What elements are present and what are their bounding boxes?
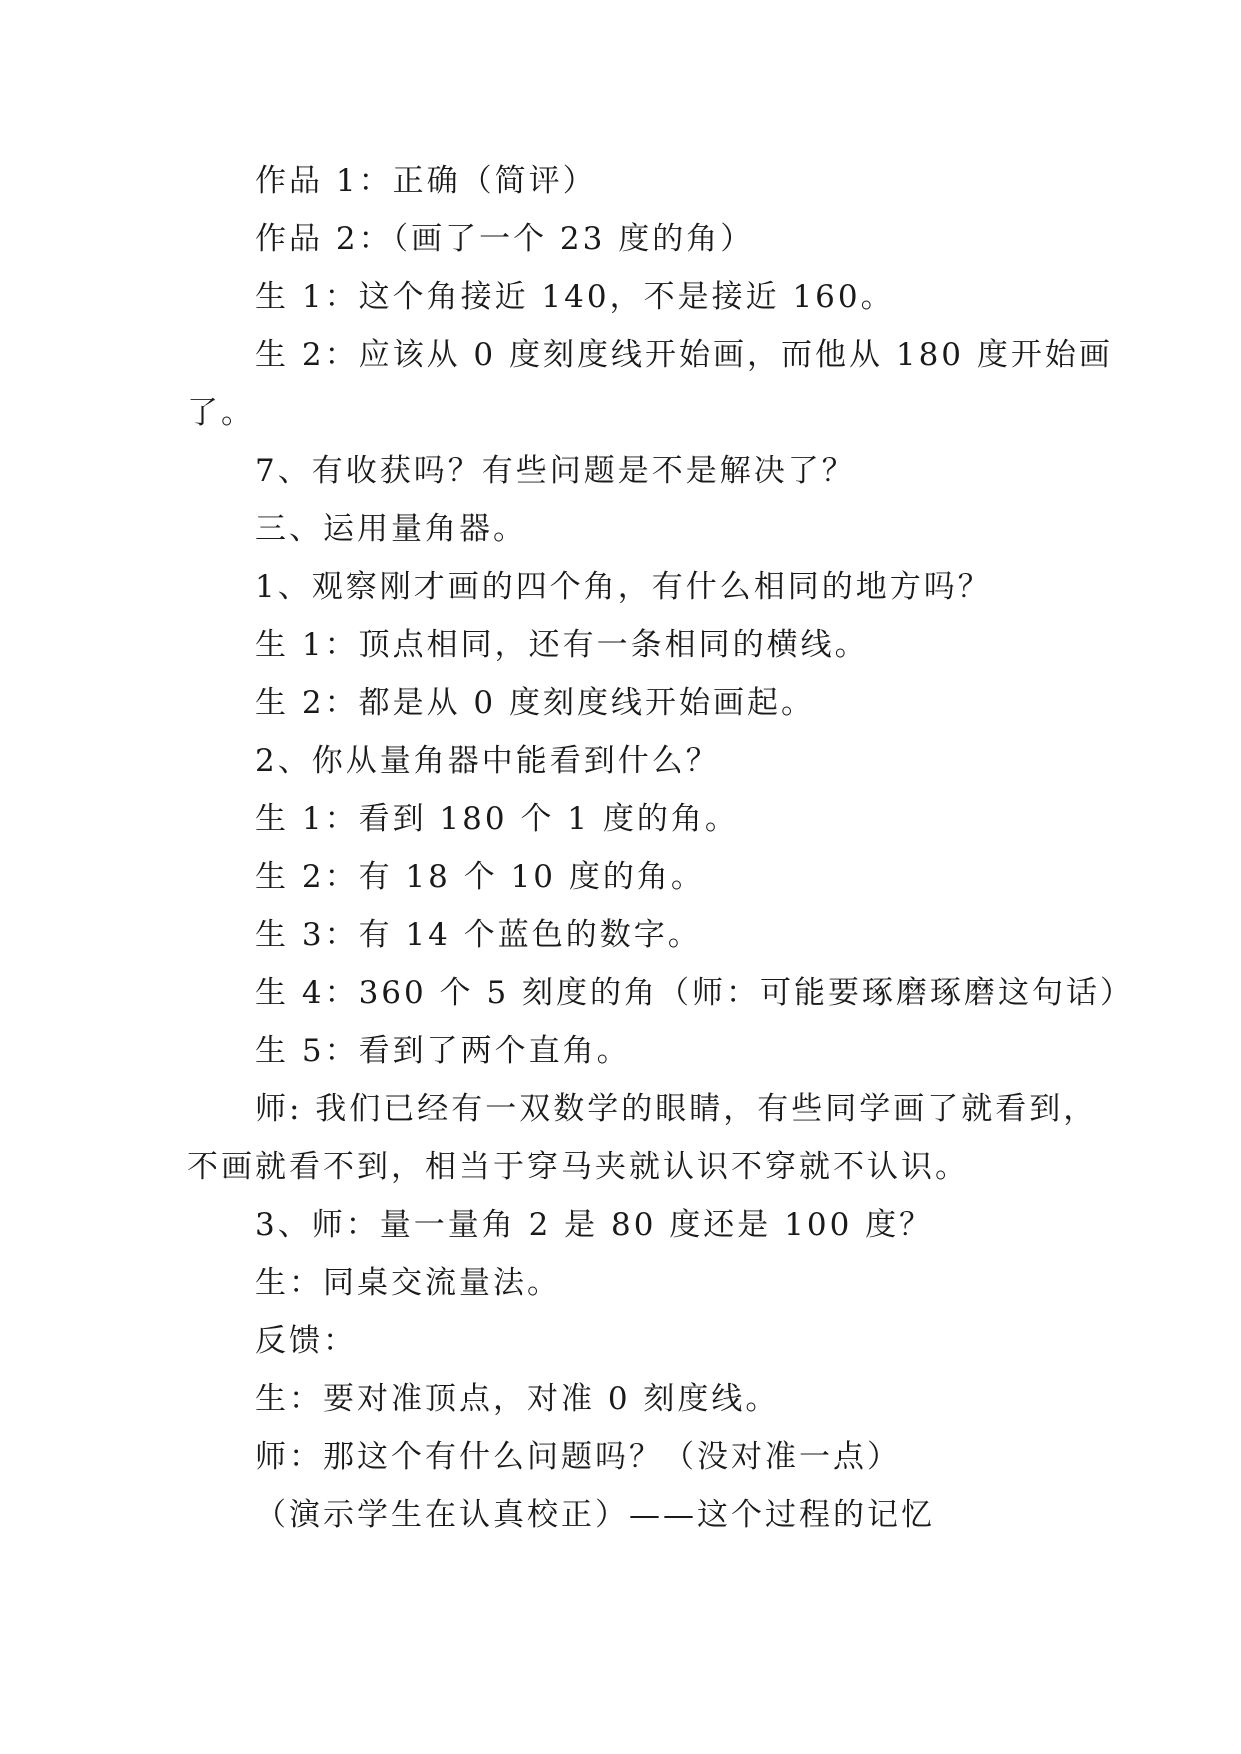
text-line-17: 师: 我们已经有一双数学的眼睛，有些同学画了就看到， <box>255 1091 1098 1127</box>
text-line-16: 生 5：看到了两个直角。 <box>255 1033 631 1069</box>
text-line-23: 师：那这个有什么问题吗？（没对准一点） <box>255 1439 901 1475</box>
text-line-11: 2、你从量角器中能看到什么？ <box>255 743 720 779</box>
text-line-12: 生 1：看到 180 个 1 度的角。 <box>255 801 739 837</box>
text-line-21: 反馈： <box>255 1323 357 1359</box>
text-line-03: 生 1：这个角接近 140，不是接近 160。 <box>255 279 895 315</box>
text-line-14: 生 3：有 14 个蓝色的数字。 <box>255 917 702 953</box>
text-line-22: 生：要对准顶点，对准 0 刻度线。 <box>255 1381 780 1417</box>
text-line-20: 生：同桌交流量法。 <box>255 1265 561 1301</box>
text-line-05: 了。 <box>187 395 255 431</box>
text-line-06: 7、有收获吗？有些问题是不是解决了？ <box>255 453 856 489</box>
text-line-24: （演示学生在认真校正）——这个过程的记忆 <box>255 1497 935 1533</box>
text-line-07: 三、运用量角器。 <box>255 511 527 547</box>
text-line-18: 不画就看不到，相当于穿马夹就认识不穿就不认识。 <box>187 1149 969 1185</box>
text-line-09: 生 1：顶点相同，还有一条相同的横线。 <box>255 627 869 663</box>
text-line-13: 生 2：有 18 个 10 度的角。 <box>255 859 705 895</box>
text-line-02: 作品 2：（画了一个 23 度的角） <box>255 221 755 257</box>
text-line-15: 生 4：360 个 5 刻度的角（师：可能要琢磨琢磨这句话） <box>255 975 1135 1011</box>
text-line-19: 3、师：量一量角 2 是 80 度还是 100 度？ <box>255 1207 934 1243</box>
text-line-04: 生 2：应该从 0 度刻度线开始画，而他从 180 度开始画 <box>255 337 1113 373</box>
text-line-01: 作品 1：正确（简评） <box>255 163 597 199</box>
text-line-10: 生 2：都是从 0 度刻度线开始画起。 <box>255 685 816 721</box>
text-line-08: 1、观察刚才画的四个角，有什么相同的地方吗？ <box>255 569 992 605</box>
